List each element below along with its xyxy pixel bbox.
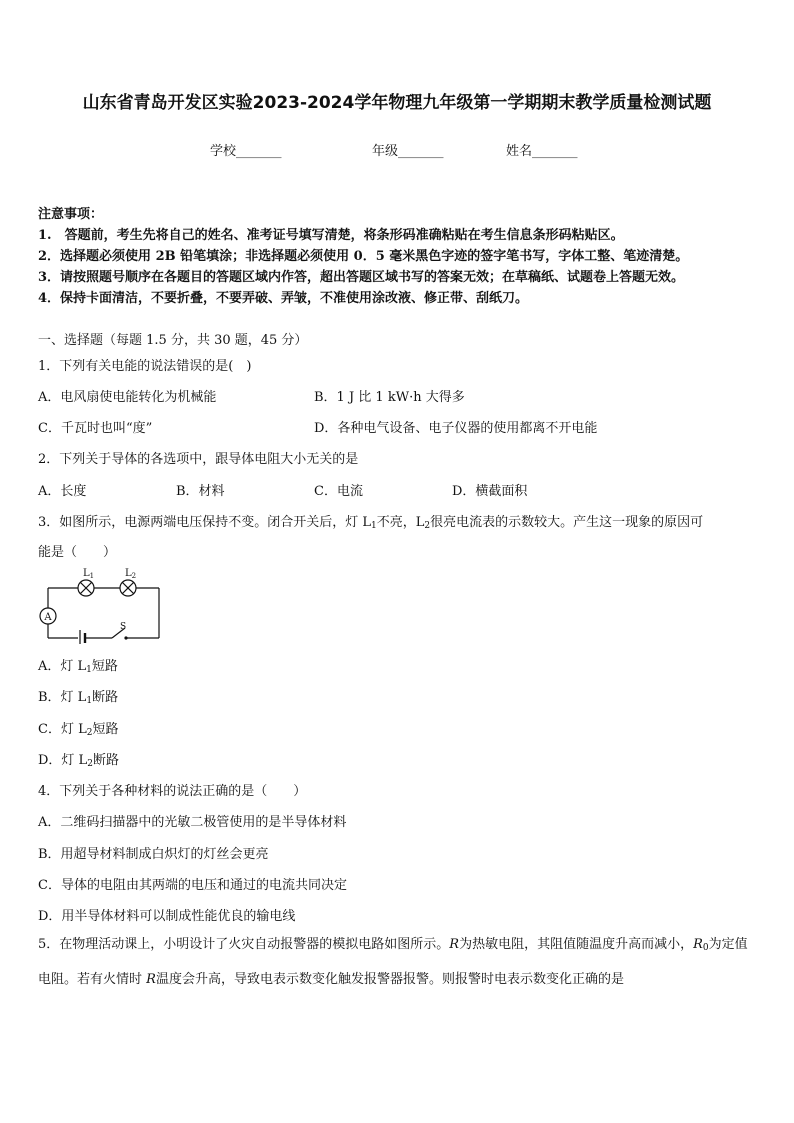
notice-item: 3．请按照题号顺序在各题目的答题区域内作答，超出答题区域书写的答案无效；在草稿纸、试题卷上答题无效。 (38, 270, 685, 285)
question-2-stem: 2．下列关于导体的各选项中，跟导体电阻大小无关的是 (38, 452, 359, 467)
notice-item: 4．保持卡面清洁，不要折叠，不要弄破、弄皱，不准使用涂改液、修正带、刮纸刀。 (38, 291, 529, 306)
q3-text: 很亮电流表的示数较大。产生这一现象的原因可 (430, 515, 704, 530)
q4-option-d: D．用半导体材料可以制成性能优良的输电线 (38, 909, 296, 924)
school-field: 学校_______ (210, 144, 282, 159)
q3-option-b: B．灯 $L_1$断路 (38, 690, 119, 706)
q3-option-c: C．灯 $L_2$短路 (38, 722, 119, 738)
notice-heading: 注意事项： (38, 207, 104, 222)
ammeter-label: A (44, 612, 52, 623)
question-5-stem: 5．在物理活动课上，小明设计了火灾自动报警器的模拟电路如图所示。R为热敏电阻，其阻值随温度升高而减小，$R_0$为定值电阻。若有火情时 R温度会升高，导致电表示数变化触发报警器报警。则报警时电表示数变化正确的是 (38, 937, 748, 987)
question-3-stem (38, 511, 703, 531)
lamp-l1-icon (78, 580, 94, 596)
q4-option-c: C．导体的电阻由其两端的电压和通过的电流共同决定 (38, 878, 347, 893)
question-3-stem-line2: 能是（ ） (38, 545, 117, 560)
q3-option-a: A．灯 $L_1$短路 (38, 659, 118, 675)
notice-item: 1. 答题前，考生先将自己的姓名、准考证号填写清楚，将条形码准确粘贴在考生信息条形码粘贴区。 (38, 228, 624, 243)
q2-option-d: D．横截面积 (452, 484, 528, 499)
lamp-l2-icon (120, 580, 136, 596)
switch-label: S (120, 622, 127, 632)
switch-icon (124, 636, 127, 639)
q3-option-d: D．灯 $L_2$断路 (38, 753, 119, 769)
q4-option-a: A．二维码扫描器中的光敏二极管使用的是半导体材料 (38, 815, 347, 830)
q4-option-b: B．用超导材料制成白炽灯的灯丝会更亮 (38, 847, 269, 862)
name-field: 姓名_______ (506, 144, 578, 159)
q3-text: 不亮，L (376, 515, 425, 530)
circuit-diagram (36, 566, 166, 644)
q1-option-b: B．1 J 比 1 kW·h 大得多 (314, 390, 465, 405)
q1-option-a: A．电风扇使电能转化为机械能 (38, 390, 217, 405)
lamp-l1-label: $L_1$ (83, 568, 95, 580)
grade-field: 年级_______ (372, 144, 444, 159)
lamp-l2-label: $L_2$ (125, 568, 137, 580)
q3-sub: 2 (424, 521, 431, 531)
q1-option-c: C．千瓦时也叫“度” (38, 421, 153, 436)
q1-option-d: D．各种电气设备、电子仪器的使用都离不开电能 (314, 421, 598, 436)
q2-option-b: B．材料 (176, 484, 225, 499)
question-1-stem: 1．下列有关电能的说法错误的是( ) (38, 359, 252, 374)
q3-text: 3．如图所示，电源两端电压保持不变。闭合开关后，灯 L (38, 515, 372, 530)
q2-option-c: C．电流 (314, 484, 363, 499)
battery-icon (80, 630, 85, 644)
page-title: 山东省青岛开发区实验2023-2024学年物理九年级第一学期期末教学质量检测试题 (82, 93, 712, 113)
question-4-stem: 4．下列关于各种材料的说法正确的是（ ） (38, 784, 307, 799)
q3-sub: 1 (371, 521, 377, 531)
section-heading: 一、选择题（每题 1.5 分，共 30 题，45 分） (38, 333, 308, 348)
notice-item: 2．选择题必须使用 2B 铅笔填涂；非选择题必须使用 0．5 毫米黑色字迹的签字笔书写，字体工整、笔迹清楚。 (38, 249, 689, 264)
q2-option-a: A．长度 (38, 484, 87, 499)
